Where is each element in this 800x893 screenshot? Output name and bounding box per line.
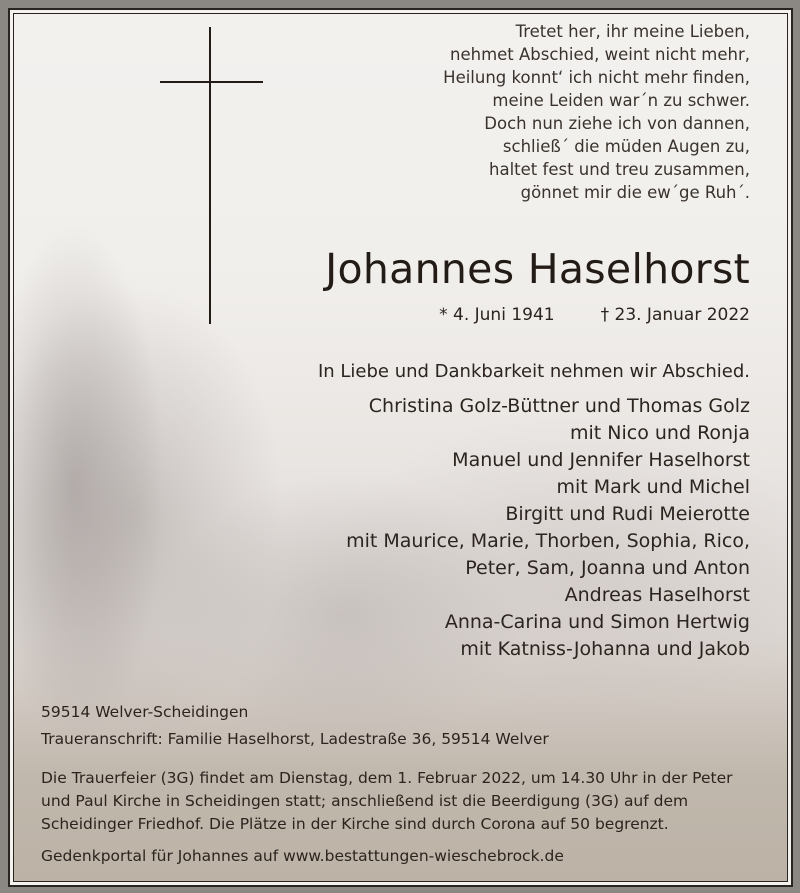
poem-line: schließ´ die müden Augen zu, bbox=[502, 137, 750, 156]
poem-line: Doch nun ziehe ich von dannen, bbox=[484, 114, 750, 133]
family-line: Christina Golz-Büttner und Thomas Golz bbox=[368, 395, 750, 417]
cross-vertical-bar bbox=[209, 27, 211, 324]
poem-line: Tretet her, ihr meine Lieben, bbox=[515, 22, 750, 41]
family-line: mit Katniss-Johanna und Jakob bbox=[460, 638, 750, 660]
deceased-name: Johannes Haselhorst bbox=[325, 245, 750, 293]
poem-line: gönnet mir die ew´ge Ruh´. bbox=[520, 183, 750, 202]
family-line: mit Mark und Michel bbox=[556, 476, 750, 498]
family-line: mit Nico und Ronja bbox=[570, 422, 750, 444]
family-line: Manuel und Jennifer Haselhorst bbox=[452, 449, 750, 471]
poem-line: nehmet Abschied, weint nicht mehr, bbox=[450, 45, 750, 64]
family-line: Andreas Haselhorst bbox=[564, 584, 750, 606]
cross-horizontal-bar bbox=[160, 81, 263, 83]
poem bbox=[443, 20, 750, 204]
family-line: Anna-Carina und Simon Hertwig bbox=[444, 611, 750, 633]
poem-line: Heilung konnt‘ ich nicht mehr finden, bbox=[443, 68, 750, 87]
death-date: † 23. Januar 2022 bbox=[600, 305, 750, 325]
poem-line: haltet fest und treu zusammen, bbox=[489, 160, 750, 179]
birth-date: * 4. Juni 1941 bbox=[439, 305, 555, 325]
obituary-frame bbox=[8, 8, 793, 887]
poem-line: meine Leiden war´n zu schwer. bbox=[492, 91, 750, 110]
family-line: Peter, Sam, Joanna und Anton bbox=[465, 557, 750, 579]
place-text: 59514 Welver-Scheidingen bbox=[41, 703, 249, 721]
obituary-card bbox=[13, 13, 788, 882]
service-details bbox=[41, 767, 732, 836]
service-line: Die Trauerfeier (3G) findet am Dienstag, dem 1. Februar 2022, um 14.30 Uhr in der Peter bbox=[41, 769, 733, 787]
family-line: mit Maurice, Marie, Thorben, Sophia, Rico, bbox=[346, 530, 750, 552]
service-line: und Paul Kirche in Scheidingen statt; anschließend ist die Beerdigung (3G) auf dem bbox=[41, 792, 689, 810]
service-line: Scheidinger Friedhof. Die Plätze in der Kirche sind durch Corona auf 50 begrenzt. bbox=[41, 815, 669, 833]
farewell-text: In Liebe und Dankbarkeit nehmen wir Abschied. bbox=[317, 361, 750, 382]
memorial-portal-text: Gedenkportal für Johannes auf www.bestattungen-wieschebrock.de bbox=[41, 847, 564, 865]
mourning-address: Traueranschrift: Familie Haselhorst, Ladestraße 36, 59514 Welver bbox=[41, 730, 549, 748]
life-dates bbox=[439, 303, 750, 327]
family-line: Birgitt und Rudi Meierotte bbox=[505, 503, 750, 525]
family-list bbox=[346, 393, 750, 663]
